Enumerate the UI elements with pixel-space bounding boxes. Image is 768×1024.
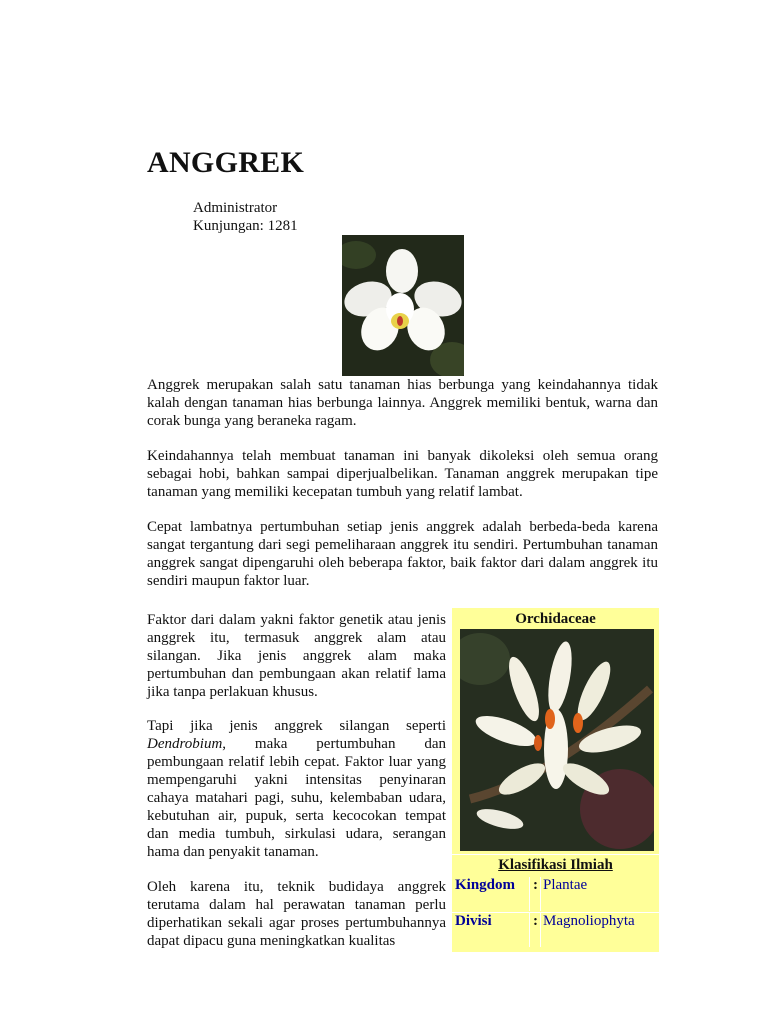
taxobox-separator: : (533, 877, 538, 893)
taxobox-heading: Orchidaceae (515, 611, 596, 627)
dendrobium-photo (460, 629, 654, 851)
genus-name: Dendrobium (147, 736, 223, 752)
paragraph-text: Tapi jika jenis anggrek silangan seperti (147, 718, 446, 734)
author: Administrator (193, 200, 278, 216)
paragraph: Faktor dari dalam yakni faktor genetik atau jenis anggrek itu, termasuk anggrek alam atau silangan. Jika jenis anggrek alam maka pertumbuhan dan pembungaan akan relatif lama jika tanpa perlakuan khusus. (147, 612, 446, 700)
visit-count: Kunjungan: 1281 (193, 218, 298, 234)
paragraph: Keindahannya telah membuat tanaman ini banyak dikoleksi oleh semua orang sebagai hobi, bahkan sampai diperjualbelikan. Tanaman anggrek merupakan tipe tanaman yang memiliki kecepatan tumbuh yang relatif lambat. (147, 448, 658, 500)
divider (529, 877, 530, 911)
page-title: ANGGREK (147, 146, 305, 179)
paragraph: Anggrek merupakan salah satu tanaman hias berbunga yang keindahannya tidak kalah dengan tanaman hias berbunga lainnya. Anggrek memiliki bentuk, warna dan corak bunga yang beraneka ragam. (147, 377, 658, 429)
taxobox-value[interactable]: Plantae (543, 877, 588, 893)
paragraph (147, 717, 446, 861)
paragraph: Oleh karena itu, teknik budidaya anggrek terutama dalam hal perawatan tanaman perlu diperhatikan sekali agar proses pertumbuhannya dapat dipacu guna meningkatkan kualitas (147, 879, 446, 949)
divider (540, 877, 541, 911)
taxobox-value[interactable]: Magnoliophyta (543, 913, 635, 929)
taxobox-key[interactable]: Kingdom (455, 877, 516, 893)
taxobox-key[interactable]: Divisi (455, 913, 492, 929)
paragraph: Cepat lambatnya pertumbuhan setiap jenis anggrek adalah berbeda-beda karena sangat tergantung dari segi pemeliharaan anggrek itu sendiri. Pertumbuhan tanaman anggrek sangat dipengaruhi oleh beberapa faktor, baik faktor dari dalam anggrek itu sendiri maupun faktor luar. (147, 519, 658, 589)
taxobox-row-kingdom (452, 877, 659, 911)
dendrobium-orchid-image (460, 629, 654, 851)
taxobox (452, 608, 659, 952)
taxobox-row-divisi (452, 912, 659, 947)
divider (529, 913, 530, 947)
paragraph-text: , maka pertumbuhan dan pembungaan relatif lebih cepat. Faktor luar yang mempengaruhi yakni intensitas penyinaran cahaya matahari pagi, suhu, kelembaban udara, kebutuhan air, pupuk, serta kecocokan tempat dan media tumbuh, sirkulasi udara, serangan hama dan penyakit tanaman. (147, 736, 446, 860)
taxobox-separator: : (533, 913, 538, 929)
article-meta (193, 199, 298, 235)
taxobox-subheading: Klasifikasi Ilmiah (452, 854, 659, 874)
orchid-photo (342, 235, 464, 376)
divider (540, 913, 541, 947)
white-orchid-image (342, 235, 464, 376)
